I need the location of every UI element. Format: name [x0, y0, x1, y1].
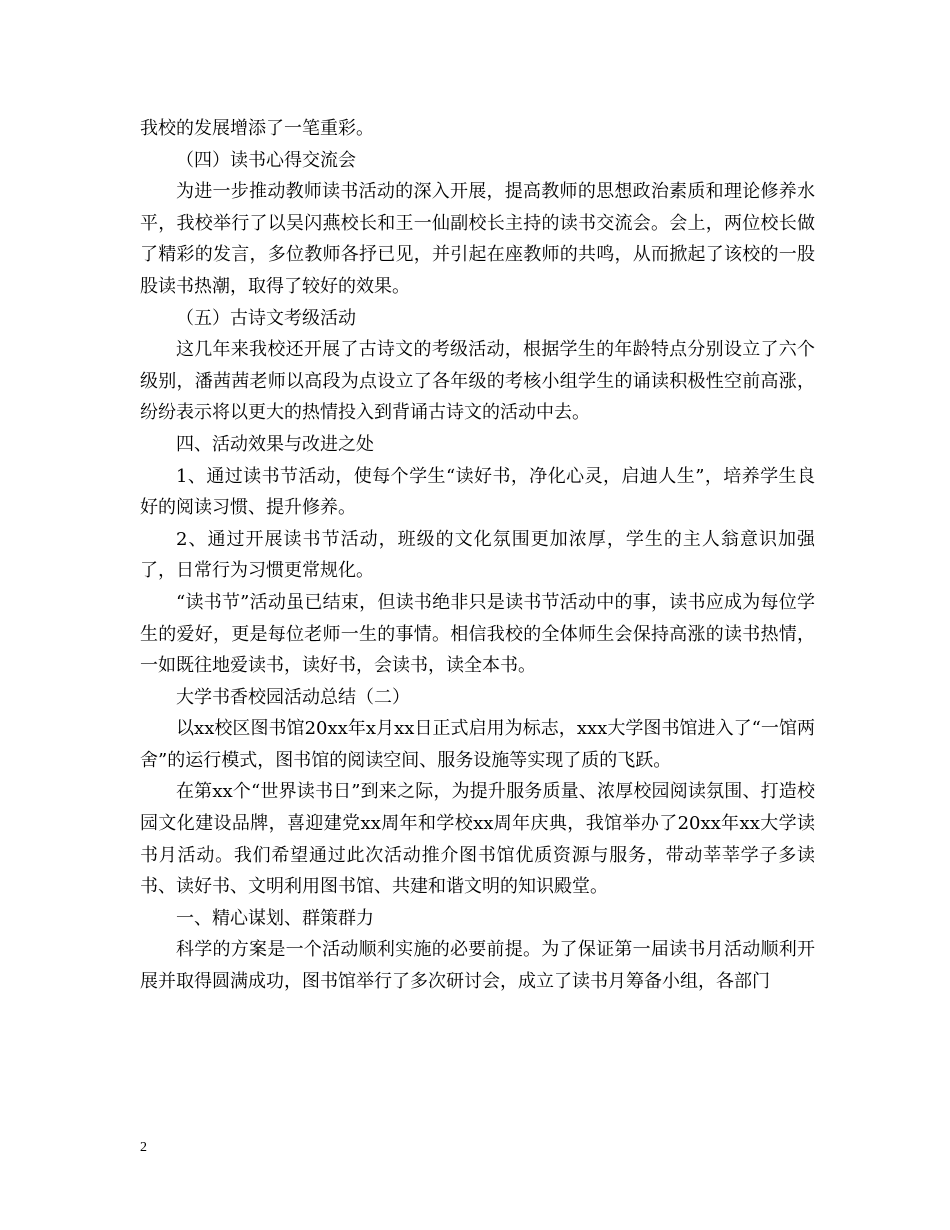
paragraph: 我校的发展增添了一笔重彩。 [140, 118, 374, 139]
document-body [140, 113, 815, 998]
section-heading: 大学书香校园活动总结（二） [176, 686, 410, 708]
paragraph: 2、通过开展读书节活动，班级的文化氛围更加浓厚，学生的主人翁意识加强了，日常行为习惯更常规化。 [140, 528, 815, 582]
section-heading: 四、活动效果与改进之处 [176, 433, 374, 455]
paragraph: “读书节”活动虽已结束，但读书绝非只是读书节活动中的事，读书应成为每位学生的爱好，更是每位老师一生的事情。相信我校的全体师生会保持高涨的读书热情，一如既往地爱读书，读好书，会读书，读全本书。 [140, 591, 815, 677]
section-heading: 一、精心谋划、群策群力 [176, 907, 374, 929]
section-heading: （四）读书心得交流会 [176, 149, 356, 171]
paragraph: 科学的方案是一个活动顺利实施的必要前提。为了保证第一届读书月活动顺利开展并取得圆满成功，图书馆举行了多次研讨会，成立了读书月筹备小组，各部门 [140, 939, 815, 993]
section-heading: （五）古诗文考级活动 [176, 307, 356, 329]
paragraph: 1、通过读书节活动，使每个学生“读好书，净化心灵，启迪人生”，培养学生良好的阅读习惯、提升修养。 [140, 465, 815, 519]
paragraph: 在第xx个“世界读书日”到来之际，为提升服务质量、浓厚校园阅读氛围、打造校园文化建设品牌，喜迎建党xx周年和学校xx周年庆典，我馆举办了20xx年xx大学读书月活动。我们希望通过此次活动推介图书馆优质资源与服务，带动莘莘学子多读书、读好书、文明利用图书馆、共建和谐文明的知识殿堂。 [140, 781, 815, 898]
paragraph: 为进一步推动教师读书活动的深入开展，提高教师的思想政治素质和理论修养水平，我校举行了以吴闪燕校长和王一仙副校长主持的读书交流会。会上，两位校长做了精彩的发言，多位教师各抒已见，并引起在座教师的共鸣，从而掀起了该校的一股股读书热潮，取得了较好的效果。 [140, 181, 815, 297]
page-number: 2 [140, 1140, 147, 1155]
paragraph: 以xx校区图书馆20xx年x月xx日正式启用为标志，xxx大学图书馆进入了“一馆两舍”的运行模式，图书馆的阅读空间、服务设施等实现了质的飞跃。 [140, 718, 815, 771]
paragraph: 这几年来我校还开展了古诗文的考级活动，根据学生的年龄特点分别设立了六个级别，潘茜茜老师以高段为点设立了各年级的考核小组学生的诵读积极性空前高涨，纷纷表示将以更大的热情投入到背诵古诗文的活动中去。 [140, 339, 815, 424]
